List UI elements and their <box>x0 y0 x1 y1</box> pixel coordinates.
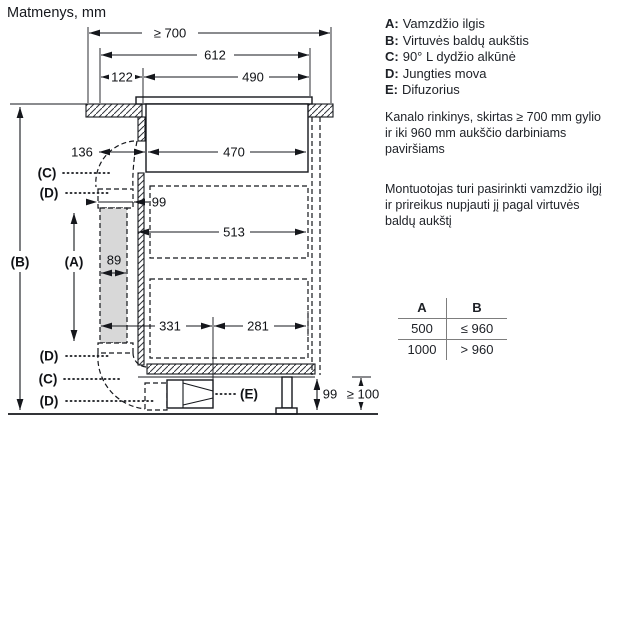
dim-281: 281 <box>247 318 269 334</box>
dim-136: 136 <box>71 144 93 160</box>
legend-key-d: D: <box>385 65 399 81</box>
legend-item-d <box>385 66 529 83</box>
legend-item-b <box>385 33 529 50</box>
dim-612: 612 <box>204 47 226 63</box>
upper-connector-sleeve <box>98 189 133 208</box>
table-header-row <box>398 298 507 319</box>
hob-body <box>146 104 308 172</box>
upper-elbow-inner-arc <box>133 141 137 188</box>
dim-89: 89 <box>106 252 122 268</box>
extension-lines <box>10 27 371 380</box>
legend-item-c <box>385 49 529 66</box>
table-cell-a: 1000 <box>398 340 447 360</box>
label-D-lower: (D) <box>39 348 59 364</box>
table-cell-b: ≤ 960 <box>460 321 494 336</box>
countertop-section-left <box>86 104 142 117</box>
dim-490: 490 <box>242 69 264 85</box>
note-installer: Montuotojas turi pasirinkti vamzdžio ilgį ir prireikus nupjauti jį pagal virtuvės baldų aukštį <box>385 182 602 228</box>
diffuser-connector-sleeve <box>145 383 167 410</box>
hob-outlet-stub <box>138 117 145 141</box>
legend-item-a <box>385 16 529 33</box>
legend-label-d: Jungties mova <box>402 65 487 81</box>
legend-key-b: B: <box>385 32 399 48</box>
upper-elbow-outer-arc <box>96 141 134 187</box>
dim-A-group <box>60 213 88 341</box>
legend-label-a: Vamzdžio ilgis <box>402 16 485 31</box>
countertop-section-right <box>307 104 333 117</box>
note-duct-kit: Kanalo rinkinys, skirtas ≥ 700 mm gylio ir iki 960 mm aukščio darbiniams paviršiams <box>385 110 601 156</box>
diffuser <box>167 380 213 408</box>
table-row <box>398 340 507 360</box>
table-header-a: A <box>398 298 447 318</box>
dim-99-top: 99 <box>151 194 167 210</box>
lower-connector-sleeve <box>98 343 133 353</box>
legend <box>385 16 529 99</box>
dimensions <box>6 25 384 410</box>
cabinet-bottom-panel <box>147 364 315 374</box>
legend-item-e <box>385 82 529 99</box>
dim-depth: ≥ 700 <box>153 25 187 41</box>
dim-122: 122 <box>111 69 133 85</box>
dim-470: 470 <box>223 144 245 160</box>
table-cell-a: 500 <box>398 319 447 339</box>
dim-99-bottom: 99 <box>322 386 338 402</box>
table-row <box>398 319 507 340</box>
label-C-lower: (C) <box>38 371 58 387</box>
label-D-upper: (D) <box>39 185 59 201</box>
page-title: Matmenys, mm <box>7 5 107 21</box>
label-E: (E) <box>240 386 258 402</box>
table-header-b: B <box>472 300 482 315</box>
dim-B-group <box>6 107 34 410</box>
legend-key-a: A: <box>385 16 399 31</box>
dim-513: 513 <box>223 224 245 240</box>
flat-duct-pipe <box>100 208 127 343</box>
upper-interior-dashed-box <box>150 186 308 258</box>
label-D-bottom: (D) <box>39 393 59 409</box>
dim-331: 331 <box>159 318 181 334</box>
dim-clearance: ≥ 100 <box>346 386 380 402</box>
legend-label-c: 90° L dydžio alkūnė <box>402 49 516 64</box>
label-C-upper: (C) <box>37 165 57 181</box>
legend-key-c: C: <box>385 49 399 64</box>
legend-label-b: Virtuvės baldų aukštis <box>402 32 529 48</box>
legend-label-e: Difuzorius <box>402 82 460 97</box>
table-a-b <box>398 298 507 360</box>
label-B: (B) <box>10 254 30 270</box>
cabinet-foot-column <box>282 377 292 408</box>
legend-key-e: E: <box>385 82 398 97</box>
cabinet-foot-base <box>276 408 297 414</box>
hob-glass-top <box>136 97 312 104</box>
table-cell-b: > 960 <box>460 342 494 357</box>
label-A: (A) <box>64 254 84 270</box>
